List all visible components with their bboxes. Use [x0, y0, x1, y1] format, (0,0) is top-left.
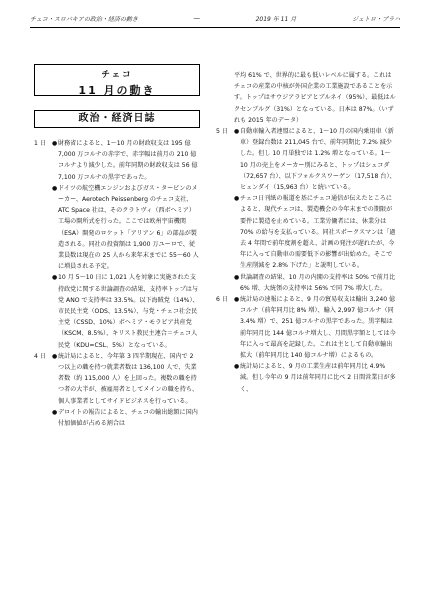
diary-entry [216, 294, 396, 395]
entry-text: 世論調査の結果、10 月の内閣の支持率は 50% で前月比 6% 増、大統領の支持率は 56% で同 7% 増大した。 [240, 273, 396, 292]
entry-text: 統計局によると、9 月の工業生産は前年同月比 4.9% 減。但し今年の 9 月は前年同月に比べ 2 日間営業日が多く、 [240, 363, 396, 393]
entry-text: 10 月 5～10 日に 1,021 人を対象に実施された支持政党に関する世論調査の結果、支持率トップは与党 ANO で支持率は 33.5%。以下海賊党（14%）、市民民主党（ODS、13.5%）、与党・チェコ社会民主党（CSSD、10%）ボヘミア・モラビア共産党（KSCM、8.5%）、キリスト教民主連合＝チェコ人民党（KDU=CSL、5%）となっている。 [58, 274, 199, 349]
title-country: チェコ [101, 70, 133, 80]
bullet-icon: ● [52, 408, 58, 416]
bullet-icon: ● [234, 273, 240, 281]
entry-text: 財務省によると、1～10 月の財政収支は 195 億 7,000 万コルナの赤字で、赤字幅は前月の 210 億コルナより減少した。前年同期の財政収支は 56 億 7,100 万コルナの黒字であった。 [58, 140, 198, 181]
entry-date: 1 日 [34, 140, 46, 147]
bullet-icon: ● [52, 184, 58, 192]
entry-text: デロイトの報告によると、チェコの輸出総額に国内付加価値が占める割合は [58, 408, 198, 428]
left-column [34, 138, 200, 429]
bullet-icon: ● [234, 128, 240, 136]
entry-item [52, 407, 200, 429]
section-heading: 政治・経済日誌 [34, 110, 200, 128]
header-publisher: ジェトロ・プラハ [352, 15, 400, 23]
entry-text: 統計局の速報によると、9 月の貿易収支は輸出 3,240 億コルナ（前年同月比 8% 増）、輸入 2,997 億コルナ（同 3.4% 増）で、251 億コルナの黒字であった。黒字幅は前年同月比 144 億コルナ増大し、月間黒字額としては今年に入って最高を記録した。これは主として自動車輸出拡大（前年同月比 140 億コルナ増）によるもの。 [240, 296, 396, 360]
entry-item [234, 70, 396, 126]
entry-item [234, 361, 396, 395]
bullet-icon: ● [234, 195, 240, 203]
header-dash: ― [193, 14, 200, 22]
entry-item [52, 272, 200, 350]
bullet-icon: ● [52, 140, 58, 147]
bullet-icon: ● [52, 274, 58, 282]
entry-text: ドイツの航空機エンジンおよびガス・タービンのメーカー、Aerotech Peissenberg のチェコ支社、ATC Space 社は、そのクラトヴィ（西ボヘミア）工場の開所式を行った。ここでは欧州宇宙機関（ESA）開発のロケット「アリアン 6」の部品が製造される。同社の投資額は 1,900 万ユーロで、従業員数は現在の 25 人から来年末までに 55～60 人に増員される予定。 [58, 184, 199, 271]
entry-item [52, 351, 200, 407]
entry-item [52, 183, 200, 273]
entry-item [52, 138, 200, 183]
header-publication-title: チェコ・スロバキアの政治・経済の動き [30, 15, 138, 23]
entry-date: 5 日 [216, 128, 228, 136]
diary-entry-continued [216, 70, 396, 126]
title-month: 11 月の動き [78, 84, 156, 97]
bullet-icon: ● [234, 363, 240, 371]
entry-date: 6 日 [216, 296, 228, 304]
running-header [30, 12, 400, 24]
title-box [34, 64, 200, 96]
diary-entry [216, 126, 396, 294]
entry-item [234, 272, 396, 294]
header-rule [30, 27, 400, 28]
entry-text: 自動車輸入者連盟によると、1～10 月の国内乗用車（新車）登録台数は 211,045 台で、前年同期比 7.2% 減少した。但し 10 月単独では 1.2% 増となっている。1～10 月の売上をメーカー別にみると、トップはシュコダ（72,657 台）、以下フォルクスワーゲン（17,518 台）、ヒュンダイ（15,963 台）と続いている。 [240, 128, 396, 192]
entry-item [234, 294, 396, 361]
entry-item [234, 126, 396, 193]
entry-text: 平均 61% で、世界的に最も低いレベルに属する。これはチェコの産業の中核が外国企業の工業施設であることを示す。トップはサウジアラビアとブルネイ（95%）、最低はルクセンブルグ（31%）となっている。日本は 87%。（いずれも 2015 年のデータ） [234, 72, 396, 124]
entry-text: チェコ日刊紙の報道を基にチェコ通信が伝えたところによると、現代チェコは、製造機会の今年末までの期限が要件に製造を止めている。工業労働者には、休業分は 70% の給与を支払っている。同社スポークスマンは「過去 4 年間で前年度割を超え、計画の発注が遅れたが、今年に入って自動車の需要低下の影響が出始めた。そこで生産削減を 2.8% 下げた」と説明している。 [240, 195, 396, 270]
header-date: 2019 年 11 月 [255, 15, 297, 23]
right-column [216, 70, 396, 395]
entry-item [234, 193, 396, 271]
diary-entry [34, 351, 200, 429]
entry-text: 統計局によると、今年第 3 四半期現在、国内で 2 つ以上の職を持つ就業者数は 136,100 人で、失業者数（約 115,000 人）を上回った。複数の職を持つ者の大半が、被雇用者としてメインの職を持ち、個人事業者としてサイドビジネスを行っている。 [58, 352, 199, 405]
bullet-icon: ● [52, 352, 58, 360]
bullet-icon: ● [234, 296, 240, 304]
diary-entry [34, 138, 200, 351]
entry-date: 4 日 [34, 352, 46, 360]
